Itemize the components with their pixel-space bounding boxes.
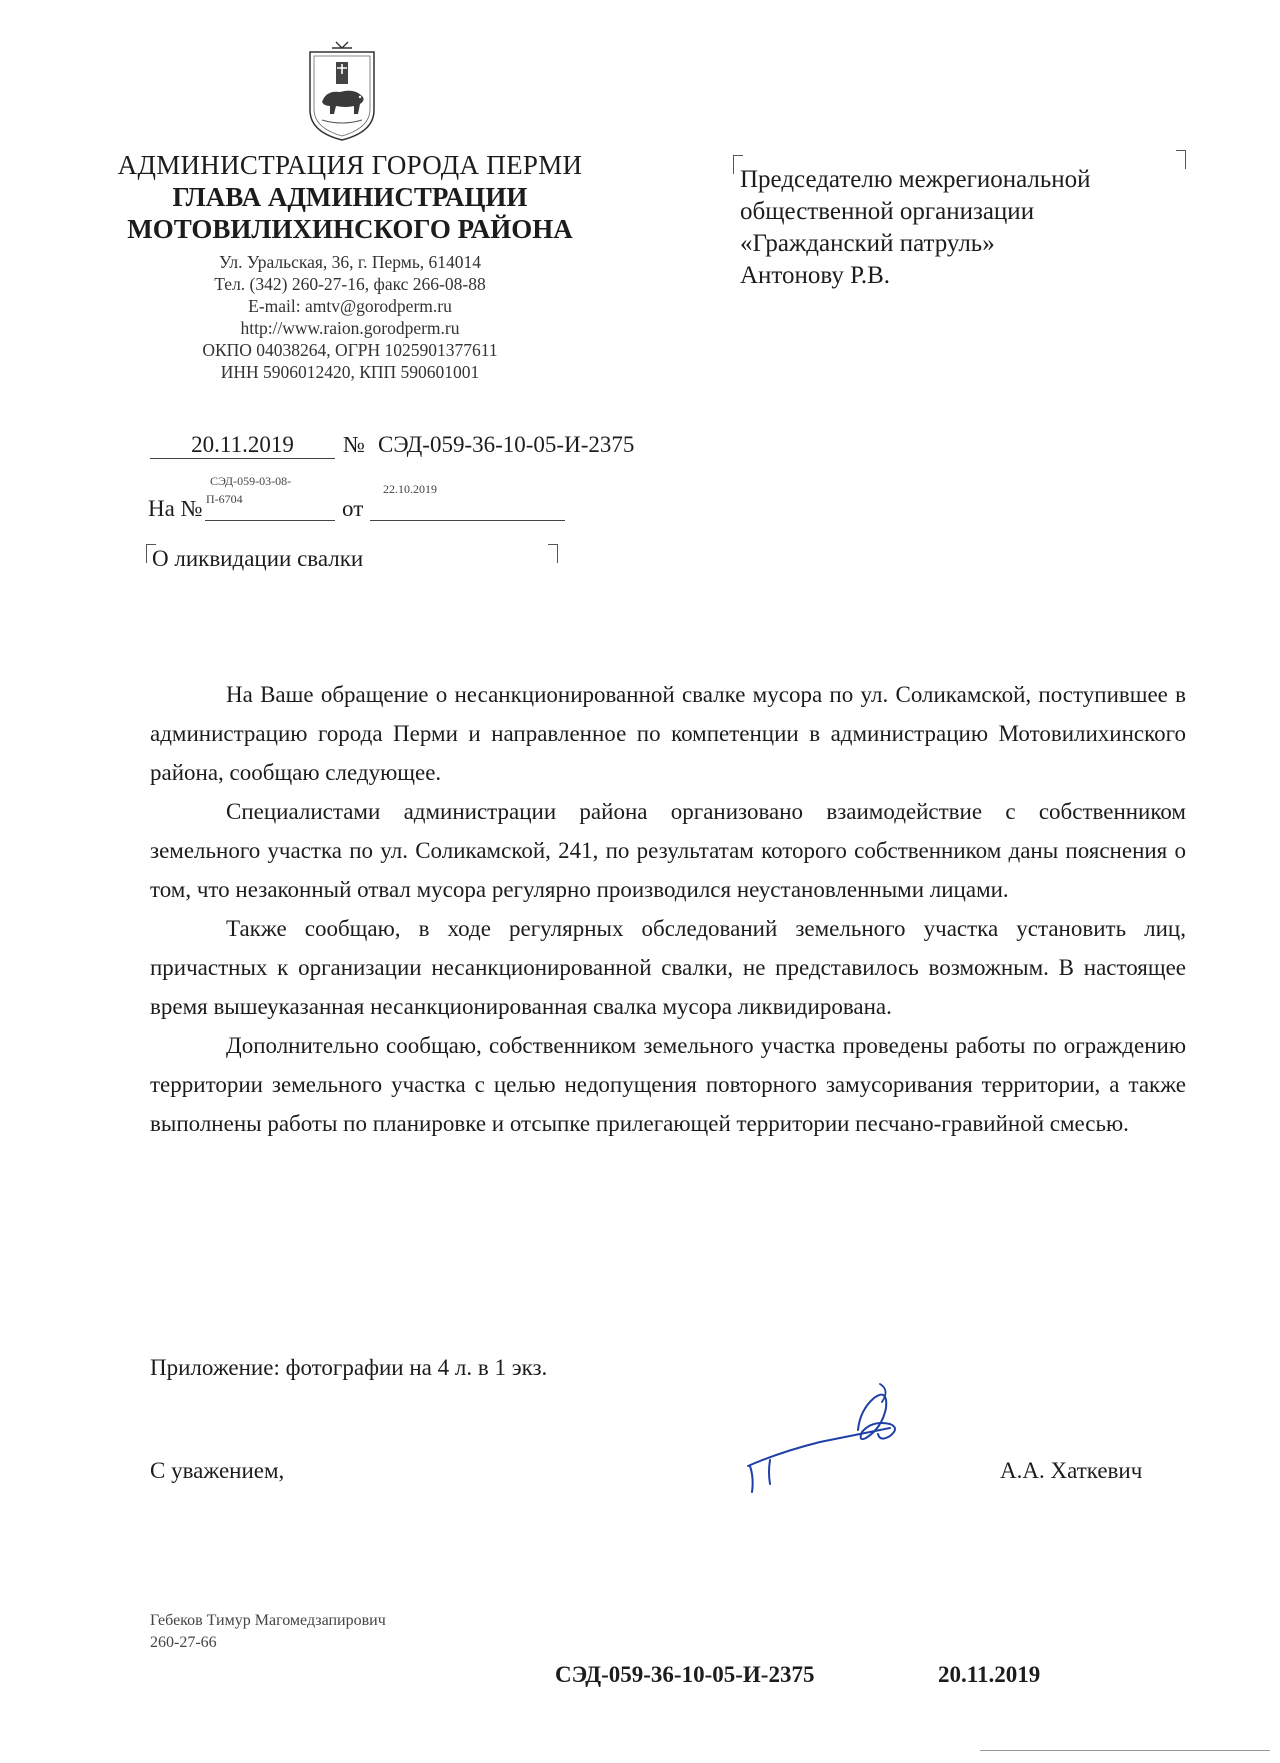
footer-registration-date: 20.11.2019 (938, 1662, 1041, 1687)
coat-of-arms-icon (306, 40, 378, 142)
org-inn-kpp: ИНН 5906012420, КПП 590601001 (220, 362, 480, 382)
letter-body (150, 675, 1186, 1143)
body-paragraph: Специалистами администрации района организовано взаимодействие с собственником земельного участка по ул. Соликамской, 241, по результатам которого собственником даны пояснения о том, что незаконный отвал мусора регулярно производился неустановленными лицами. (150, 799, 1186, 902)
subject-corner-right (548, 544, 558, 563)
addressee-line: общественной организации (740, 198, 1035, 225)
bottom-scan-line (980, 1750, 1270, 1751)
executor-name: Гебеков Тимур Магомедзапирович (150, 1612, 386, 1629)
org-phone: Тел. (342) 260-27-16, факс 266-08-88 (214, 274, 486, 294)
body-paragraph: На Ваше обращение о несанкционированной свалке мусора по ул. Соликамской, поступившее в администрацию города Перми и направленное по компетенции в администрацию Мотовилихинского района, сообщаю следующее. (150, 682, 1186, 785)
reference-date: 22.10.2019 (383, 482, 437, 496)
executor-phone: 260-27-66 (150, 1634, 217, 1651)
addressee-line: Антонову Р.В. (740, 262, 891, 289)
closing-phrase: С уважением, (150, 1458, 285, 1483)
org-email: E-mail: amtv@gorodperm.ru (248, 296, 452, 316)
registration-number: СЭД-059-36-10-05-И-2375 (378, 432, 635, 457)
footer-registration-number: СЭД-059-36-10-05-И-2375 (555, 1662, 815, 1687)
reference-date-underline (370, 520, 565, 521)
org-district: МОТОВИЛИХИНСКОГО РАЙОНА (127, 214, 573, 244)
reference-number-label: На № (148, 496, 203, 521)
addressee-line: «Гражданский патруль» (740, 230, 995, 257)
registration-number-label: № (343, 432, 365, 457)
body-paragraph: Также сообщаю, в ходе регулярных обследований земельного участка установить лиц, причастных к организации несанкционированной свалки, не представилось возможным. В настоящее время вышеуказанная несанкционированная свалка мусора ликвидирована. (150, 916, 1186, 1019)
org-address: Ул. Уральская, 36, г. Пермь, 614014 (218, 252, 482, 272)
org-head-title: ГЛАВА АДМИНИСТРАЦИИ (172, 182, 528, 212)
addressee-block (740, 164, 1091, 292)
executor-info (150, 1610, 386, 1654)
addressee-line: Председателю межрегиональной (740, 166, 1091, 193)
registration-date: 20.11.2019 (150, 432, 335, 459)
body-paragraph: Дополнительно сообщаю, собственником земельного участка проведены работы по ограждению территории земельного участка с целью недопущения повторного замусоривания территории, а также выполнены работы по планировке и отсыпке прилегающей территории песчано-гравийной смесью. (150, 1033, 1186, 1136)
org-website: http://www.raion.gorodperm.ru (240, 318, 460, 338)
signature-icon (740, 1380, 940, 1500)
org-name: АДМИНИСТРАЦИЯ ГОРОДА ПЕРМИ (117, 150, 583, 180)
reference-number-underline (205, 520, 335, 521)
addressee-corner-right (1176, 150, 1186, 169)
org-contacts (95, 251, 605, 383)
attachment-note: Приложение: фотографии на 4 л. в 1 экз. (150, 1355, 548, 1380)
org-okpo-ogrn: ОКПО 04038264, ОГРН 1025901377611 (202, 340, 498, 360)
reference-from-label: от (342, 496, 364, 521)
reference-number-part2: П-6704 (206, 492, 243, 506)
reference-number-part1: СЭД-059-03-08- (210, 474, 292, 488)
signer-name: А.А. Хаткевич (1000, 1458, 1143, 1483)
letter-subject: О ликвидации свалки (152, 546, 364, 571)
